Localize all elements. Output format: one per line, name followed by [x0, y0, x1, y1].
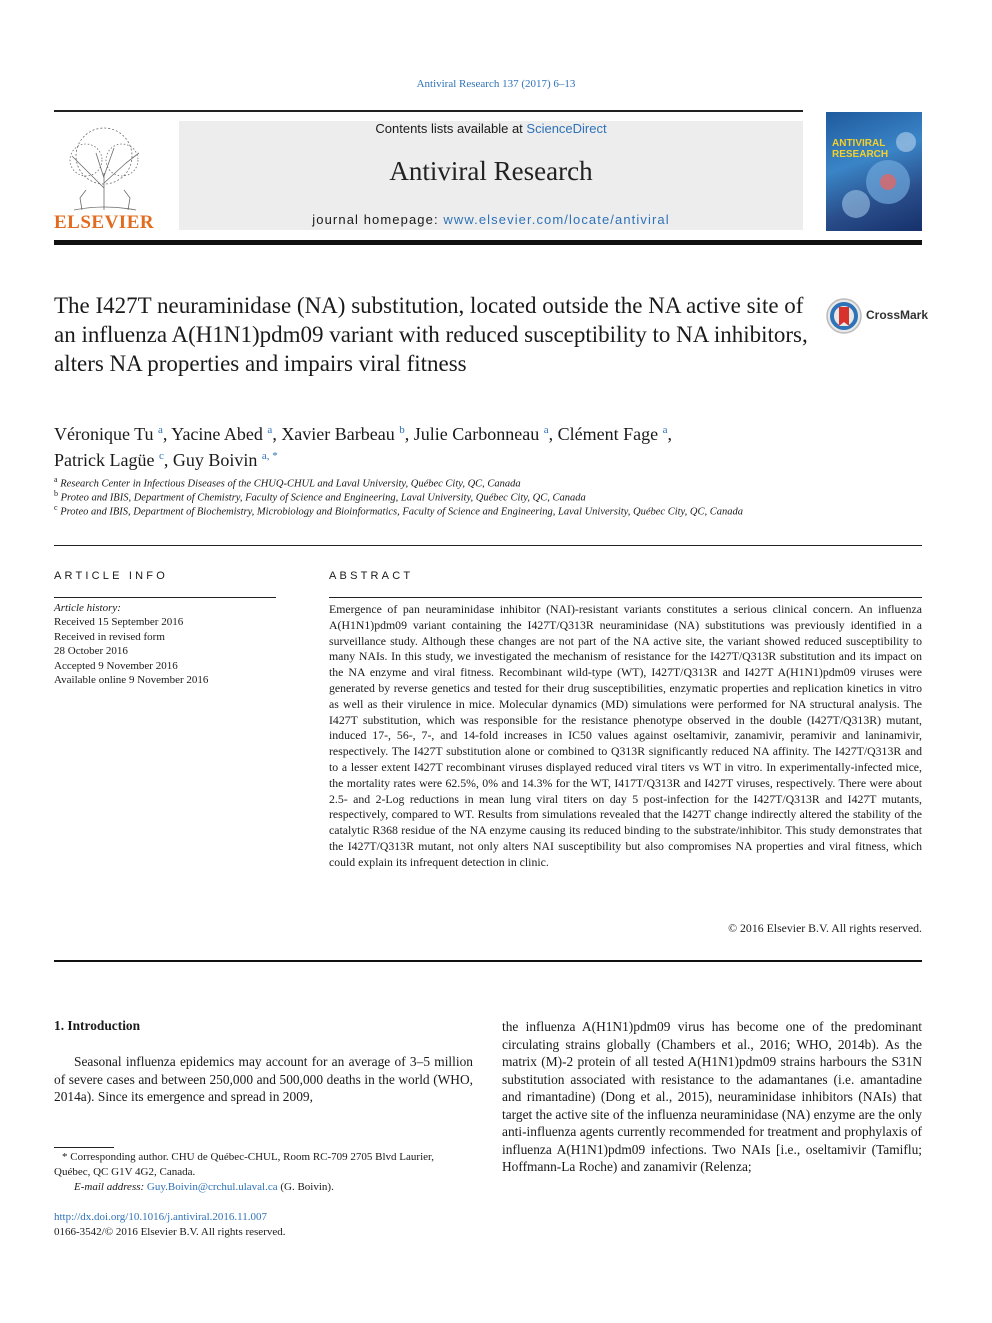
history-item: Accepted 9 November 2016: [54, 659, 178, 672]
journal-title: Antiviral Research: [389, 156, 593, 186]
homepage-link[interactable]: www.elsevier.com/locate/antiviral: [443, 212, 670, 227]
footnote-rule: [54, 1147, 114, 1148]
article-title: The I427T neuraminidase (NA) substitution, located outside the NA active site of an influenza A(H1N1)pdm09 variant with reduced susceptibility to NA inhibitors, alters NA properties and impairs viral fitness: [54, 293, 808, 376]
affiliation-rule: [54, 545, 922, 546]
journal-cover-image[interactable]: [826, 112, 922, 231]
email-link[interactable]: Guy.Boivin@crchul.ulaval.ca: [146, 1181, 278, 1193]
abstract-heading: ABSTRACT: [329, 570, 414, 582]
history-item: Received in revised form: [54, 630, 165, 643]
history-label: Article history:: [54, 602, 121, 614]
author[interactable]: Yacine Abed $^a$: [171, 424, 273, 444]
header-thick-rule: [54, 240, 922, 245]
email-suffix: (G. Boivin).: [277, 1181, 334, 1193]
contents-line: [179, 121, 803, 136]
author[interactable]: Xavier Barbeau $^b$: [281, 424, 405, 444]
author[interactable]: Guy Boivin $^{a, *}$: [172, 450, 278, 470]
contents-prefix: Contents lists available at: [375, 121, 527, 136]
author-list: Véronique Tu $^a$, Yacine Abed $^a$, Xavier Barbeau $^b$, Julie Carbonneau $^a$, Clément Fage $^a$, Patrick Lagüe $^c$, Guy Boivin $^{a, *}$: [54, 424, 672, 470]
top-rule: [54, 110, 803, 112]
article-info-rule: [54, 597, 276, 598]
abstract-copyright: © 2016 Elsevier B.V. All rights reserved.: [728, 921, 922, 935]
crossmark-icon[interactable]: [825, 297, 863, 335]
article-info-heading: ARTICLE INFO: [54, 570, 168, 582]
history-item: 28 October 2016: [54, 645, 128, 658]
history-item: Received 15 September 2016: [54, 616, 184, 629]
history-item: Available online 9 November 2016: [54, 674, 209, 687]
affiliation-b: $^b$ Proteo and IBIS, Department of Chemistry, Faculty of Science and Engineering, Laval University, Québec City, QC, Canada: [54, 489, 586, 504]
abstract-bottom-rule: [54, 960, 922, 962]
intro-paragraph-col1: Seasonal influenza epidemics may account for an average of 3–5 million of severe cases and between 250,000 and 500,000 deaths in the world (WHO, 2014a). Since its emergence and spread in 2009,: [54, 1054, 473, 1104]
abstract-rule: [329, 597, 922, 598]
abstract-text: Emergence of pan neuraminidase inhibitor (NAI)-resistant variants constitutes a serious clinical concern. An influenza A(H1N1)pdm09 variant containing the I427T/Q313R neuraminidase (NA) substitutions was previously identified in a surveillance study. Although these changes are not part of the NA active site, the variant showed reduced susceptibility to many NAIs. In this study, we investigated the mechanism of resistance for the I427T/Q313R substitution and its impact on the NA enzyme and viral fitness. Recombinant wild-type (WT), I427T/Q313R and I427T A(H1N1)pdm09 viruses were generated by reverse genetics and tested for their drug susceptibilities, enzymatic properties and replication kinetics in vitro as well as their virulence in mice. Molecular dynamics (MD) simulations were performed for NA structural analysis. The I427T substitution, which was responsible for the resistance phenotype observed in the double (I427T/Q313R) mutant, induced 17-, 56-, 7-, and 14-fold increases in IC50 values against oseltamivir, zanamivir, peramivir and laninamivir, respectively. The I427T substitution alone or combined to Q313R significantly reduced NA affinity. The I427T/Q313R and to a lesser extent I427T recombinant viruses displayed reduced viral titers vs WT in vitro. In experimentally-infected mice, the mortality rates were 62.5%, 0% and 14.3% for the WT, I417T/Q313R and I427T viruses, respectively. There were about 2.5- and 2-Log reductions in mean lung viral titers on day 5 post-infection for the I427T/Q313R and I427T mutants, respectively, compared to WT. Results from simulations revealed that the I427T change indirectly altered the stability of the catalytic R368 residue of the NA enzyme causing its reduced binding to the substrate/inhibitor. This study demonstrates that the I427T/Q313R mutant, not only alters NAI susceptibility but also compromises NA properties and viral fitness, which could explain its infrequent detection in clinic.: [329, 602, 922, 869]
doi-block: [54, 1210, 286, 1240]
affiliation-a: $^a$ Research Center in Infectious Diseases of the CHUQ-CHUL and Laval University, Québec City, QC, Canada: [54, 475, 521, 490]
corresponding-author-note: * Corresponding author. CHU de Québec-CHUL, Room RC-709 2705 Blvd Laurier, Québec, QC G1V 4G2, Canada.: [54, 1151, 434, 1178]
elsevier-wordmark: ELSEVIER: [54, 212, 155, 233]
cover-title: ANTIVIRAL RESEARCH: [832, 138, 889, 160]
author[interactable]: Clément Fage $^a$: [557, 424, 668, 444]
article-history: [54, 601, 276, 687]
author[interactable]: Julie Carbonneau $^a$: [413, 424, 549, 444]
journal-citation[interactable]: Antiviral Research 137 (2017) 6–13: [416, 78, 576, 90]
issn-copyright: 0166-3542/© 2016 Elsevier B.V. All rights reserved.: [54, 1226, 286, 1238]
corresponding-footnote: [54, 1150, 473, 1195]
doi-link[interactable]: http://dx.doi.org/10.1016/j.antiviral.2016.11.007: [54, 1211, 267, 1223]
introduction-heading: 1. Introduction: [54, 1018, 141, 1033]
affiliation-c: $^c$ Proteo and IBIS, Department of Biochemistry, Microbiology and Bioinformatics, Faculty of Science and Engineering, Laval University, Québec City, QC, Canada: [54, 503, 743, 518]
homepage-line: [179, 212, 803, 227]
email-label: E-mail address:: [74, 1181, 147, 1193]
homepage-prefix: journal homepage:: [312, 212, 444, 227]
author[interactable]: Véronique Tu $^a$: [54, 424, 163, 444]
cover-virus-illustration: [826, 112, 922, 231]
crossmark-label[interactable]: CrossMark: [866, 308, 929, 322]
intro-paragraph-col2: the influenza A(H1N1)pdm09 virus has become one of the predominant circulating strains globally (Chambers et al., 2016; WHO, 2014b). As the matrix (M)-2 protein of all tested A(H1N1)pdm09 strains harbours the S31N substitution associated with resistance to the adamantanes (i.e. amantadine and rimantadine) (Dong et al., 2015), neuraminidase inhibitors (NAIs) that target the active site of the influenza neuraminidase (NA) enzyme are the only anti-influenza agents currently recommended for treatment and prophylaxis of influenza A(H1N1)pdm09 infections. Two NAIs [i.e., oseltamivir (Tamiflu; Hoffmann-La Roche) and zanamivir (Relenza;: [502, 1019, 922, 1174]
sciencedirect-link[interactable]: ScienceDirect: [526, 121, 607, 136]
author[interactable]: Patrick Lagüe $^c$: [54, 450, 164, 470]
